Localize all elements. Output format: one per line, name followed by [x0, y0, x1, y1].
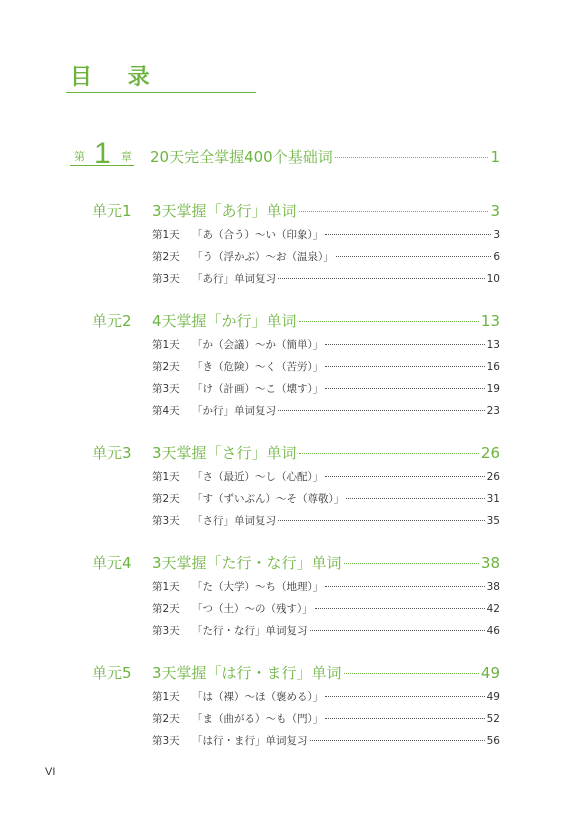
day-label: 第1天 [152, 229, 180, 241]
day-title: 「す（ずいぶん）～そ（尊敬）」 [192, 493, 345, 505]
day-title: 「た行・な行」单词复习 [192, 625, 308, 637]
day-page-number: 42 [486, 603, 500, 615]
unit-title: 3天掌握「は行・ま行」单词 [152, 664, 342, 682]
unit-entry[interactable] [0, 552, 574, 572]
dot-leader [325, 366, 484, 367]
dot-leader [278, 520, 485, 521]
day-label: 第1天 [152, 691, 180, 703]
dot-leader [325, 388, 484, 389]
day-page-number: 38 [486, 581, 500, 593]
day-label: 第3天 [152, 273, 180, 285]
day-entry[interactable] [152, 359, 500, 374]
unit-title: 3天掌握「た行・な行」单词 [152, 554, 342, 572]
dot-leader [299, 453, 479, 454]
day-title: 「さ（最近）～し（心配）」 [192, 471, 324, 483]
day-page-number: 56 [486, 735, 500, 747]
day-page-number: 3 [493, 229, 500, 241]
day-page-number: 6 [493, 251, 500, 263]
day-label: 第3天 [152, 515, 180, 527]
unit-entry[interactable] [0, 442, 574, 462]
day-entry[interactable] [152, 381, 500, 396]
day-page-number: 13 [486, 339, 500, 351]
chapter-line [150, 146, 500, 167]
day-label: 第1天 [152, 471, 180, 483]
unit-page-number: 38 [480, 554, 500, 572]
day-title: 「か（会議）～か（簡単）」 [192, 339, 324, 351]
unit-label: 单元3 [92, 444, 132, 462]
day-title: 「た（大学）～ち（地理）」 [192, 581, 324, 593]
dot-leader [344, 673, 479, 674]
day-title: 「は行・ま行」单词复习 [192, 735, 308, 747]
day-entry[interactable] [152, 733, 500, 748]
dot-leader [325, 344, 484, 345]
day-page-number: 52 [486, 713, 500, 725]
unit-title: 4天掌握「か行」单词 [152, 312, 297, 330]
dot-leader [325, 718, 484, 719]
day-title: 「ま（曲がる）～も（門）」 [192, 713, 324, 725]
day-label: 第2天 [152, 713, 180, 725]
day-title: 「は（裸）～ほ（褒める）」 [192, 691, 324, 703]
day-label: 第2天 [152, 603, 180, 615]
chapter-title: 20天完全掌握400个基础词 [150, 148, 333, 166]
unit-page-number: 13 [480, 312, 500, 330]
chapter-badge-rule [70, 165, 134, 166]
unit-line [152, 442, 500, 463]
chapter-badge [70, 137, 134, 170]
day-entry[interactable] [152, 337, 500, 352]
chapter-number: 1 [94, 137, 111, 170]
day-entry[interactable] [152, 623, 500, 638]
unit-title: 3天掌握「あ行」单词 [152, 202, 297, 220]
unit-label: 单元4 [92, 554, 132, 572]
day-label: 第1天 [152, 339, 180, 351]
day-entry[interactable] [152, 271, 500, 286]
dot-leader [325, 476, 484, 477]
chapter-suffix: 章 [121, 150, 132, 163]
unit-line [152, 662, 500, 683]
unit-entry[interactable] [0, 310, 574, 330]
unit-line [152, 310, 500, 331]
unit-label: 单元1 [92, 202, 132, 220]
day-entry[interactable] [152, 601, 500, 616]
chapter-page-number: 1 [490, 148, 500, 166]
dot-leader [325, 586, 484, 587]
title-rule [66, 92, 256, 93]
dot-leader [310, 630, 485, 631]
day-label: 第1天 [152, 581, 180, 593]
dot-leader [310, 740, 485, 741]
day-title: 「う（浮かぶ）～お（温泉）」 [192, 251, 334, 263]
unit-page-number: 26 [480, 444, 500, 462]
unit-label: 单元5 [92, 664, 132, 682]
day-label: 第2天 [152, 251, 180, 263]
dot-leader [325, 234, 491, 235]
page-title: 目 录 [70, 65, 164, 90]
day-page-number: 10 [486, 273, 500, 285]
day-page-number: 31 [486, 493, 500, 505]
day-entry[interactable] [152, 579, 500, 594]
day-title: 「か行」单词复习 [192, 405, 276, 417]
dot-leader [335, 157, 489, 158]
day-title: 「さ行」单词复习 [192, 515, 276, 527]
unit-line [152, 200, 500, 221]
chapter-prefix: 第 [74, 150, 85, 163]
day-page-number: 26 [486, 471, 500, 483]
day-label: 第3天 [152, 625, 180, 637]
day-page-number: 16 [486, 361, 500, 373]
day-label: 第3天 [152, 735, 180, 747]
dot-leader [336, 256, 492, 257]
day-page-number: 49 [486, 691, 500, 703]
day-title: 「け（計画）～こ（壊す）」 [192, 383, 324, 395]
day-title: 「き（危険）～く（苦労）」 [192, 361, 324, 373]
day-entry[interactable] [152, 249, 500, 264]
unit-page-number: 3 [490, 202, 500, 220]
day-entry[interactable] [152, 711, 500, 726]
day-label: 第3天 [152, 383, 180, 395]
day-page-number: 23 [486, 405, 500, 417]
dot-leader [278, 278, 485, 279]
day-label: 第2天 [152, 493, 180, 505]
chapter-entry[interactable] [70, 137, 500, 170]
dot-leader [346, 498, 484, 499]
page-folio: VI [45, 766, 56, 778]
unit-entry[interactable] [0, 200, 574, 220]
dot-leader [299, 211, 489, 212]
day-entry[interactable] [152, 403, 500, 418]
day-entry[interactable] [152, 689, 500, 704]
dot-leader [278, 410, 485, 411]
day-title: 「つ（土）～の（残す）」 [192, 603, 313, 615]
day-label: 第2天 [152, 361, 180, 373]
day-page-number: 35 [486, 515, 500, 527]
dot-leader [315, 608, 485, 609]
unit-entry[interactable] [0, 662, 574, 682]
day-entry[interactable] [152, 491, 500, 506]
day-entry[interactable] [152, 469, 500, 484]
day-title: 「あ行」单词复习 [192, 273, 276, 285]
day-title: 「あ（合う）～い（印象）」 [192, 229, 324, 241]
day-page-number: 46 [486, 625, 500, 637]
day-entry[interactable] [152, 227, 500, 242]
dot-leader [344, 563, 479, 564]
dot-leader [325, 696, 484, 697]
unit-page-number: 49 [480, 664, 500, 682]
unit-line [152, 552, 500, 573]
day-label: 第4天 [152, 405, 180, 417]
dot-leader [299, 321, 479, 322]
unit-label: 单元2 [92, 312, 132, 330]
unit-title: 3天掌握「さ行」单词 [152, 444, 297, 462]
day-page-number: 19 [486, 383, 500, 395]
day-entry[interactable] [152, 513, 500, 528]
